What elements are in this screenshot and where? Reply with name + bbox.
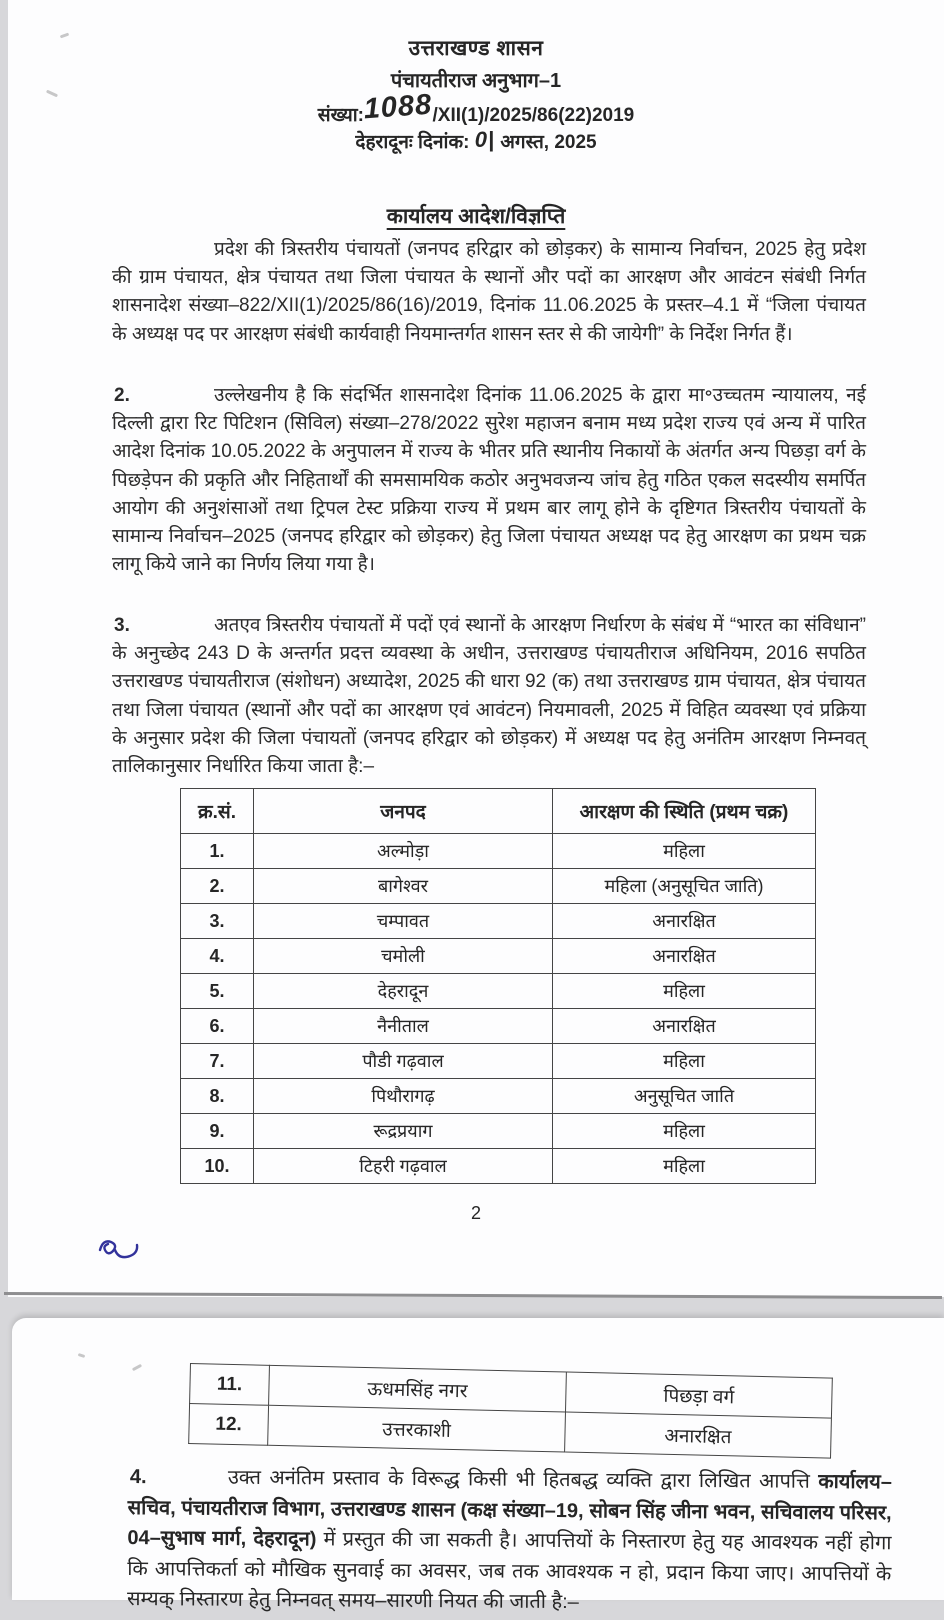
table-row: 3. चम्पावत अनारक्षित [181, 904, 816, 939]
date-handwritten: 0| [474, 127, 496, 152]
page-number: 2 [470, 1203, 481, 1223]
table-row: 10. टिहरी गढ़वाल महिला [181, 1149, 816, 1184]
document-heading: कार्यालय आदेश/विज्ञप्ति [386, 205, 566, 228]
table-row: 6. नैनीताल अनारक्षित [181, 1009, 816, 1044]
paragraph-4: 4. उक्त अनंतिम प्रस्ताव के विरूद्ध किसी भी हितबद्ध व्यक्ति द्वारा लिखित आपत्ति कार्यालय–सचिव, पंचायतीराज विभाग, उत्तराखण्ड शासन (कक्ष संख्या–19, सोबन सिंह जीना भवन, सचिवालय परिसर, 04–सुभाष मार्ग, देहरादून) में प्रस्तुत की जा सकती है। आपत्तियों के निस्तारण हेतु यह आवश्यक नहीं होगा कि आपत्तिकर्ता को मौखिक सुनवाई का अवसर, जब तक आवश्यक न हो, प्रदान किया जाए। आपत्तियों के सम्यक् निस्तारण हेतु निम्नवत् समय–सारणी नियत की जाती है:– [127, 1462, 892, 1620]
table-row: 1. अल्मोड़ा महिला [181, 834, 816, 869]
paragraph-3: 3. अतएव त्रिस्तरीय पंचायतों में पदों एवं स्थानों के आरक्षण निर्धारण के संबंध में “भारत का संविधान” के अनुच्छेद 243 D के अन्तर्गत प्रदत्त व्यवस्था के अधीन, उत्तराखण्ड पंचायतीराज अधिनियम, 2016 सपठित उत्तराखण्ड पंचायतीराज (संशोधन) अध्यादेश, 2025 की धारा 92 (क) तथा उत्तराखण्ड ग्राम पंचायत, क्षेत्र पंचायत तथा जिला पंचायत (स्थानों और पदों का आरक्षण एवं आवंटन) नियमावली, 2025 में विहित व्यवस्था एवं प्रक्रिया के अनुसार प्रदेश की जिला पंचायतों (जनपद हरिद्वार को छोड़कर) में अध्यक्ष पद हेतु अनंतिम आरक्षण निम्नवत् तालिकानुसार निर्धारित किया जाता है:– [112, 612, 866, 781]
table-row: 4. चमोली अनारक्षित [181, 939, 816, 974]
ref-handwritten-number: 1088 [362, 88, 434, 126]
paragraph-3-number: 3. [114, 615, 130, 636]
table-header-row [181, 789, 816, 834]
ref-rest: /XII(1)/2025/86(22)2019 [432, 105, 635, 126]
table-row: 9. रूद्रप्रयाग महिला [181, 1114, 816, 1149]
blue-ink-signature-mark [94, 1228, 152, 1270]
reservation-table [180, 788, 816, 1184]
org-title: उत्तराखण्ड शासन [408, 37, 544, 60]
ref-label: संख्या: [317, 105, 364, 126]
header-serial: क्र.सं. [181, 789, 254, 834]
table-row: 8. पिथौरागढ़ अनुसूचित जाति [181, 1079, 816, 1114]
reference-number-line [8, 88, 944, 129]
table-row: 11. ऊधमसिंह नगर पिछड़ा वर्ग [190, 1364, 833, 1419]
table-row: 12. उत्तरकाशी अनारक्षित [189, 1404, 832, 1459]
pencil-speck [132, 1364, 142, 1371]
scan-page-1 [8, 0, 944, 1297]
table-row: 5. देहरादून महिला [181, 974, 816, 1009]
paragraph-2-number: 2. [114, 385, 130, 406]
table-row: 7. पौडी गढ़वाल महिला [181, 1044, 816, 1079]
paragraph-1: प्रदेश की त्रिस्तरीय पंचायतों (जनपद हरिद्वार को छोड़कर) के सामान्य निर्वाचन, 2025 हेतु प्रदेश की ग्राम पंचायत, क्षेत्र पंचायत तथा जिला पंचायत के स्थानों और पदों का आरक्षण और आवंटन संबंधी निर्गत शासनादेश संख्या–822/XII(1)/2025/86(16)/2019, दिनांक 11.06.2025 के प्रस्तर–4.1 में “जिला पंचायत के अध्यक्ष पद पर आरक्षण संबंधी कार्यवाही नियमान्तर्गत शासन स्तर से की जायेगी” के निर्देश निर्गत हैं। [112, 239, 866, 345]
header-district: जनपद [254, 789, 553, 834]
table-row: 2. बागेश्वर महिला (अनुसूचित जाति) [181, 869, 816, 904]
dateline-prefix: देहरादूनः दिनांक: [355, 132, 470, 153]
paragraph-2: 2. उल्लेखनीय है कि संदर्भित शासनादेश दिनांक 11.06.2025 के द्वारा मा॰उच्चतम न्यायालय, नई दिल्ली द्वारा रिट पिटिशन (सिविल) संख्या–278/2022 सुरेश महाजन बनाम मध्य प्रदेश राज्य एवं अन्य में पारित आदेश दिनांक 10.05.2022 के अनुपालन में राज्य के भीतर प्रति स्थानीय निकायों के अंतर्गत अन्य पिछड़ा वर्ग के पिछड़ेपन की प्रकृति और निहितार्थों की समसामयिक कठोर अनुभवजन्य जांच हेतु गठित एकल सदस्यीय समर्पित आयोग की अनुशंसाओं तथा ट्रिपल टेस्ट प्रक्रिया राज्य में प्रथम बार लागू होने के दृष्टिगत त्रिस्तरीय पंचायतों के सामान्य निर्वाचन–2025 (जनपद हरिद्वार को छोड़कर) हेतु जिला पंचायत अध्यक्ष पद हेतु आरक्षण का प्रथम चक्र लागू किये जाने का निर्णय लिया गया है। [112, 382, 866, 579]
dateline-suffix: अगस्त, 2025 [500, 132, 597, 153]
paragraph-4-number: 4. [129, 1466, 147, 1489]
header-reservation: आरक्षण की स्थिति (प्रथम चक्र) [553, 789, 816, 834]
reservation-table-continued [188, 1363, 833, 1459]
office-address-bold: कार्यालय–सचिव, पंचायतीराज विभाग, उत्तराखण्ड शासन (कक्ष संख्या–19, सोबन सिंह जीना भवन, सचिवालय परिसर, 04–सुभाष मार्ग, देहरादून) [127, 1470, 892, 1551]
scan-page-2 [12, 1318, 944, 1614]
dept-title: पंचायतीराज अनुभाग–1 [390, 70, 562, 92]
pencil-speck [78, 1353, 86, 1358]
place-date-line [8, 128, 944, 154]
